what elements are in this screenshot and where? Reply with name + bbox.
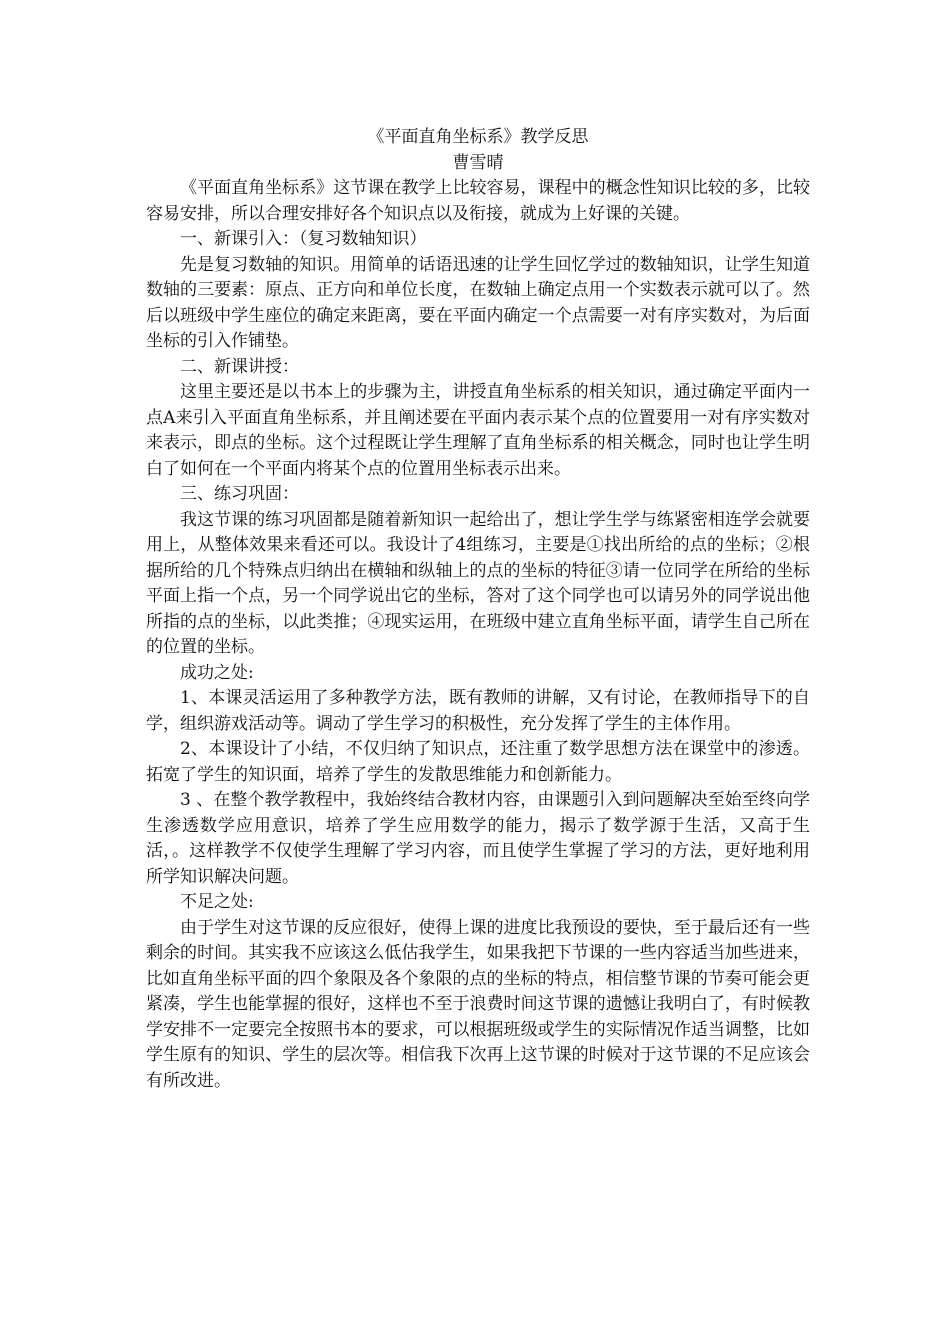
section-heading-practice: 三、练习巩固：	[180, 484, 299, 504]
success-item-3: 3 、在整个教学教程中，我始终结合教材内容，由课题引入到问题解决至始至终向学生渗透数学应用意识，培养了学生应用数学的能力，揭示了数学源于生活，又高于生活，。这样教学不仅使学生理解了学习内容，而且使学生掌握了学习的方法，更好地利用所学知识解决问题。	[146, 790, 810, 887]
document-author: 曹雪晴	[452, 153, 504, 173]
section-heading-teaching: 二、新课讲授：	[180, 356, 299, 377]
paragraph-shortcomings: 由于学生对这节课的反应很好，使得上课的进度比我预设的要快，至于最后还有一些剩余的时间。其实我不应该这么低估我学生，如果我把下节课的一些内容适当加些进来，比如直角坐标平面的四个象限及各个象限的点的坐标的特点，相信整节课的节奏可能会更紧凑，学生也能掌握的很好，这样也不至于浪费时间这节课的遗憾让我明白了，有时候教学安排不一定要完全按照书本的要求，可以根据班级或学生的实际情况作适当调整，比如学生原有的知识、学生的层次等。相信我下次再上这节课的时候对于这节课的不足应该会有所改进。	[146, 917, 810, 1091]
success-item-1: 1、本课灵活运用了多种教学方法，既有教师的讲解，又有讨论，在教师指导下的自学，组织游戏活动等。调动了学生学习的积极性，充分发挥了学生的主体作用。	[146, 688, 810, 734]
document-page	[146, 124, 810, 1094]
section-heading-intro: 一、新课引入：（复习数轴知识）	[180, 229, 427, 249]
success-item-2: 2、本课设计了小结，不仅归纳了知识点，还注重了数学思想方法在课堂中的渗透。拓宽了学生的知识面，培养了学生的发散思维能力和创新能力。	[146, 739, 810, 785]
paragraph-practice: 我这节课的练习巩固都是随着新知识一起给出了，想让学生学与练紧密相连学会就要用上，从整体效果来看还可以。我设计了4组练习，主要是①找出所给的点的坐标；②根据所给的几个特殊点归纳出在横轴和纵轴上的点的坐标的特征③请一位同学在所给的坐标平面上指一个点，另一个同学说出它的坐标，答对了这个同学也可以请另外的同学说出他所指的点的坐标，以此类推；④现实运用，在班级中建立直角坐标平面，请学生自己所在的位置的坐标。	[146, 509, 810, 657]
section-heading-success: 成功之处:	[180, 662, 254, 683]
section-heading-shortcomings: 不足之处:	[180, 892, 254, 912]
document-title: 《平面直角坐标系》教学反思	[367, 127, 589, 147]
intro-paragraph: 《平面直角坐标系》这节课在教学上比较容易，课程中的概念性知识比较的多，比较容易安排，所以合理安排好各个知识点以及衔接，就成为上好课的关键。	[146, 178, 810, 224]
paragraph-review: 先是复习数轴的知识。用简单的话语迅速的让学生回忆学过的数轴知识，让学生知道数轴的三要素：原点、正方向和单位长度，在数轴上确定点用一个实数表示就可以了。然后以班级中学生座位的确定来距离，要在平面内确定一个点需要一对有序实数对，为后面坐标的引入作铺垫。	[146, 254, 810, 351]
paragraph-teaching: 这里主要还是以书本上的步骤为主，讲授直角坐标系的相关知识，通过确定平面内一点A来引入平面直角坐标系，并且阐述要在平面内表示某个点的位置要用一对有序实数对来表示，即点的坐标。这个过程既让学生理解了直角坐标系的相关概念，同时也让学生明白了如何在一个平面内将某个点的位置用坐标表示出来。	[146, 382, 810, 479]
